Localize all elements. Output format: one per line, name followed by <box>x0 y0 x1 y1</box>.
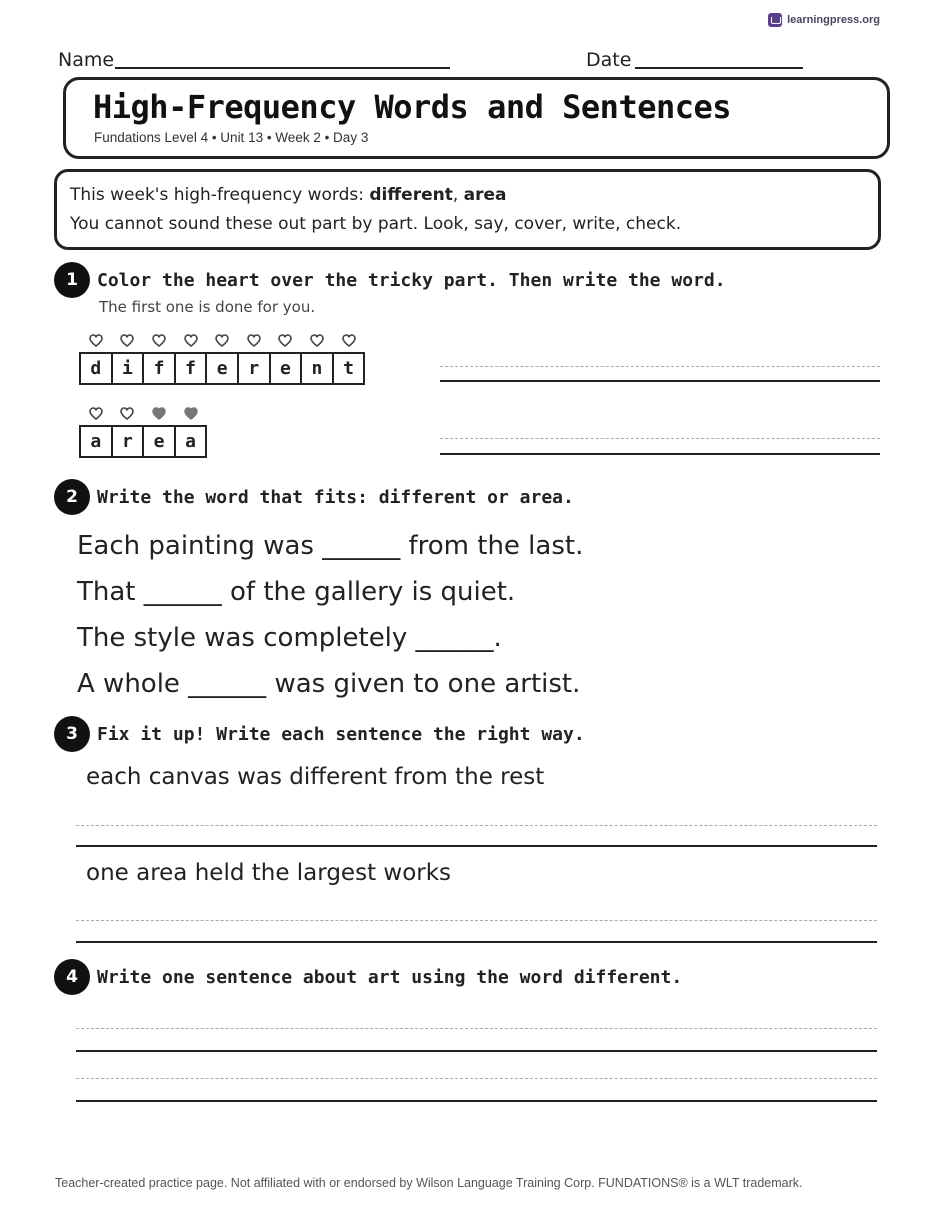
baseline <box>440 380 880 382</box>
fill-sentence-1[interactable]: Each painting was ______ from the last. <box>77 531 584 561</box>
letter: t <box>343 358 354 379</box>
write-line-fix-2[interactable] <box>76 920 877 943</box>
baseline <box>76 845 877 847</box>
info-separator: , <box>452 185 464 205</box>
letter: n <box>311 358 323 379</box>
question-2-text: Write the word that fits: different or area. <box>97 487 574 508</box>
question-1-badge: 1 <box>54 262 90 298</box>
letter: f <box>153 358 165 379</box>
heart-outline-icon[interactable] <box>120 407 134 420</box>
name-field[interactable] <box>115 67 450 69</box>
heart-outline-icon[interactable] <box>215 334 229 347</box>
brand-badge[interactable] <box>768 13 880 27</box>
name-date-row <box>58 45 818 75</box>
dashed-guide <box>76 1078 877 1079</box>
question-3-text: Fix it up! Write each sentence the right way. <box>97 724 585 745</box>
letter-box <box>79 352 113 385</box>
heart-outline-icon[interactable] <box>184 334 198 347</box>
page-title: High-Frequency Words and Sentences <box>93 88 732 126</box>
baseline <box>440 453 880 455</box>
info-prefix: This week's high-frequency words: <box>70 185 370 205</box>
question-1-note: The first one is done for you. <box>99 298 316 316</box>
letter-box <box>300 352 334 385</box>
letter: i <box>121 358 133 379</box>
heart-outline-icon[interactable] <box>247 334 261 347</box>
fill-sentence-2[interactable]: That ______ of the gallery is quiet. <box>77 577 516 607</box>
letter-box <box>174 352 208 385</box>
heart-outline-icon[interactable] <box>89 334 103 347</box>
write-line-answer-2[interactable] <box>76 1078 877 1102</box>
info-word-1: different <box>369 185 453 205</box>
heart-outline-icon[interactable] <box>152 334 166 347</box>
fill-sentence-3[interactable]: The style was completely ______. <box>77 623 502 653</box>
letter: d <box>90 358 102 379</box>
write-line-answer-1[interactable] <box>76 1028 877 1052</box>
word-boxes-different <box>79 352 365 385</box>
fill-sentence-4[interactable]: A whole ______ was given to one artist. <box>77 669 581 699</box>
name-label: Name <box>58 49 115 71</box>
question-1-text: Color the heart over the tricky part. Then write the word. <box>97 270 726 291</box>
question-2-badge: 2 <box>54 479 90 515</box>
info-words-line <box>70 185 507 205</box>
fix-sentence-1: each canvas was different from the rest <box>86 764 545 790</box>
letter: r <box>121 431 133 452</box>
info-instruction: You cannot sound these out part by part. Look, say, cover, write, check. <box>70 214 682 234</box>
fix-sentence-2: one area held the largest works <box>86 860 452 886</box>
dashed-guide <box>76 1028 877 1029</box>
dashed-guide <box>440 366 880 367</box>
letter-box <box>269 352 303 385</box>
letter-box <box>174 425 208 458</box>
heart-outline-icon[interactable] <box>278 334 292 347</box>
letter: f <box>185 358 196 379</box>
title-box <box>63 77 890 159</box>
heart-outline-icon[interactable] <box>342 334 356 347</box>
info-box <box>54 169 881 250</box>
letter-box <box>237 352 271 385</box>
dashed-guide <box>76 825 877 826</box>
baseline <box>76 1050 877 1052</box>
brand-name: learningpress.org <box>787 14 880 26</box>
letter-box <box>205 352 239 385</box>
heart-outline-icon[interactable] <box>120 334 134 347</box>
letter: a <box>185 431 196 452</box>
letter-box <box>111 425 145 458</box>
date-field[interactable] <box>635 67 803 69</box>
letter-box <box>142 425 176 458</box>
letter: a <box>90 431 102 452</box>
write-line-word-1[interactable] <box>440 366 880 382</box>
book-icon <box>768 13 782 27</box>
letter-box <box>111 352 145 385</box>
heart-outline-icon[interactable] <box>89 407 103 420</box>
question-4-text: Write one sentence about art using the word different. <box>97 967 683 988</box>
letter: e <box>153 431 165 452</box>
heart-filled-icon[interactable] <box>184 407 198 420</box>
write-line-fix-1[interactable] <box>76 825 877 847</box>
info-word-2: area <box>463 185 507 205</box>
letter: e <box>279 358 291 379</box>
letter-box <box>332 352 366 385</box>
footer-disclaimer: Teacher-created practice page. Not affiliated with or endorsed by Wilson Language Training Corp. FUNDATIONS® is a WLT trademark. <box>55 1176 803 1190</box>
question-4-badge: 4 <box>54 959 90 995</box>
dashed-guide <box>440 438 880 439</box>
letter: r <box>248 358 260 379</box>
letter-box <box>79 425 113 458</box>
page-subtitle: Fundations Level 4 • Unit 13 • Week 2 • Day 3 <box>94 130 369 145</box>
write-line-word-2[interactable] <box>440 438 880 455</box>
word-boxes-area <box>79 425 207 458</box>
dashed-guide <box>76 920 877 921</box>
heart-outline-icon[interactable] <box>310 334 324 347</box>
baseline <box>76 1100 877 1102</box>
letter: e <box>216 358 228 379</box>
letter-box <box>142 352 176 385</box>
question-3-badge: 3 <box>54 716 90 752</box>
baseline <box>76 941 877 943</box>
heart-filled-icon[interactable] <box>152 407 166 420</box>
date-label: Date <box>586 49 632 71</box>
